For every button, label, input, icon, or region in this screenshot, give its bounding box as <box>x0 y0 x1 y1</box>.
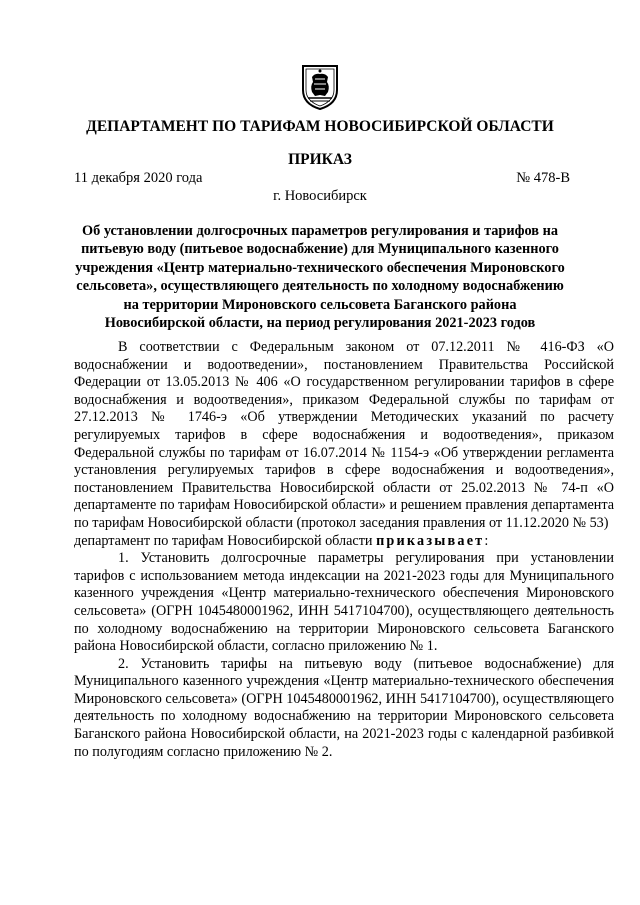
resolution-line <box>74 533 614 551</box>
order-body <box>74 339 614 761</box>
document-type: ПРИКАЗ <box>288 151 352 168</box>
resolution-colon: : <box>484 532 489 549</box>
item-2-paragraph: 2. Установить тарифы на питьевую воду (питьевое водоснабжение) для Муниципального казенного учреждения «Центр материально-технического обеспечения Мироновского сельсовета» (ОГРН 1045480001962, ИНН 5417104700), осуществляющего деятельность по холодному водоснабжению на территории Мироновского сельсовета Баганского района Новосибирской области, на 2021-2023 годы с календарной разбивкой по полугодиям согласно приложению № 2. <box>74 655 614 760</box>
item-1-paragraph: 1. Установить долгосрочные параметры регулирования при установлении тарифов с использованием метода индексации на 2021-2023 годы для Муниципального казенного учреждения «Центр материально-технического обеспечения Мироновского сельсовета» (ОГРН 1045480001962, ИНН 5417104700), осуществляющего деятельность по холодному водоснабжению на территории Мироновского сельсовета Баганского района Новосибирской области, согласно приложению № 1. <box>74 550 614 655</box>
order-heading: Об установлении долгосрочных параметров регулирования и тарифов на питьевую воду (питьевое водоснабжение) для Муниципального казенного учреждения «Центр материально-технического обеспечения Мироновского сельсовета», осуществляющего деятельность по холодному водоснабжению на территории Мироновского сельсовета Баганского района Новосибирской области, на период регулирования 2021-2023 годов <box>75 223 565 332</box>
resolution-word: приказывает <box>376 532 485 549</box>
preamble-paragraph: В соответствии с Федеральным законом от 07.12.2011 № 416-ФЗ «О водоснабжении и водоотведении», постановлением Правительства Российской Федерации от 13.05.2013 № 406 «О государственном регулировании тарифов в сфере водоснабжения и водоотведения», приказом Федеральной службы по тарифам от 27.12.2013 № 1746-э «Об утверждении Методических указаний по расчету регулируемых тарифов в сфере водоснабжения и водоотведения», приказом Федеральной службы по тарифам от 16.07.2014 № 1154-э «Об утверждении регламента установления регулируемых тарифов в сфере водоснабжения и водоотведения», постановлением Правительства Новосибирской области от 25.02.2013 № 74-п «О департаменте по тарифам Новосибирской области» и решением правления департамента по тарифам Новосибирской области (протокол заседания правления от 11.12.2020 № 53) <box>74 339 614 531</box>
department-name: ДЕПАРТАМЕНТ ПО ТАРИФАМ НОВОСИБИРСКОЙ ОБЛАСТИ <box>86 118 554 135</box>
resolution-lead: департамент по тарифам Новосибирской области <box>74 532 377 549</box>
order-number: № 478-В <box>516 170 570 186</box>
order-city: г. Новосибирск <box>273 188 367 204</box>
order-date: 11 декабря 2020 года <box>74 170 203 186</box>
novosibirsk-coat-of-arms-icon <box>295 62 345 112</box>
